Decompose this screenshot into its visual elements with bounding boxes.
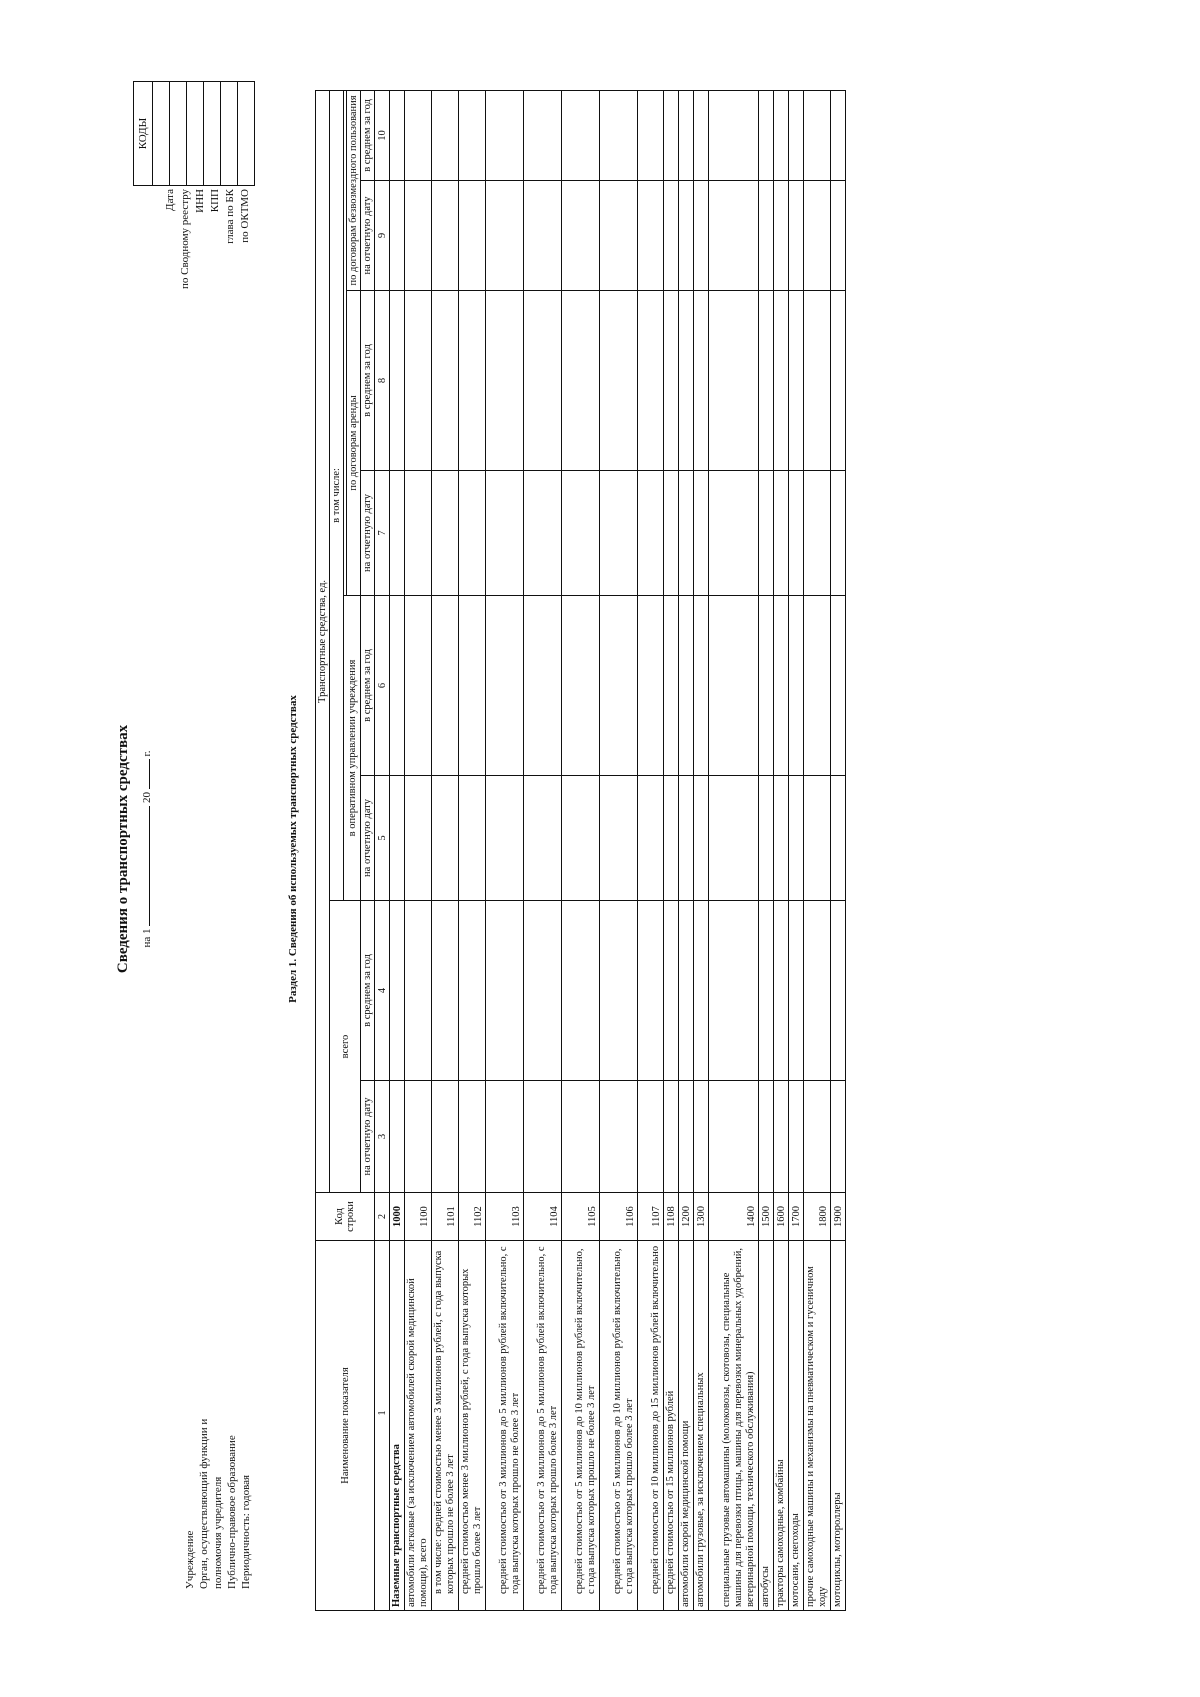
row-name: автобусы <box>759 1240 774 1610</box>
meta-registry-label: по Сводному реестру <box>179 188 191 289</box>
value-cell-col-4[interactable] <box>759 900 774 1080</box>
table-row <box>694 90 709 1610</box>
col-num: 8 <box>375 290 390 470</box>
value-cell-col-5[interactable] <box>459 775 486 900</box>
value-cell-col-5[interactable] <box>390 775 405 900</box>
value-cell-col-9[interactable] <box>759 180 774 290</box>
table-row <box>432 90 459 1610</box>
value-cell-col-6[interactable] <box>804 595 831 775</box>
value-cell-col-3[interactable] <box>390 1080 405 1192</box>
col-num: 10 <box>375 90 390 180</box>
value-cell-col-9[interactable] <box>524 180 562 290</box>
col-num: 1 <box>375 1240 390 1610</box>
row-code: 1500 <box>759 1192 774 1240</box>
value-cell-col-5[interactable] <box>562 775 600 900</box>
codes-header: КОДЫ <box>134 81 153 185</box>
value-cell-col-8[interactable] <box>390 290 405 470</box>
value-cell-col-8[interactable] <box>831 290 846 470</box>
value-cell-col-9[interactable] <box>774 180 789 290</box>
value-cell-col-7[interactable] <box>679 470 694 595</box>
value-cell-col-4[interactable] <box>600 900 638 1080</box>
value-cell-col-8[interactable] <box>432 290 459 470</box>
col-num: 5 <box>375 775 390 900</box>
row-name: мотоциклы, мотороллеры <box>831 1240 846 1610</box>
value-cell-col-7[interactable] <box>432 470 459 595</box>
table-row <box>562 90 600 1610</box>
meta-inn-label: ИНН <box>194 188 206 213</box>
value-cell-col-5[interactable] <box>709 775 759 900</box>
value-cell-col-4[interactable] <box>486 900 524 1080</box>
value-cell-col-10[interactable] <box>459 90 486 180</box>
value-cell-col-3[interactable] <box>774 1080 789 1192</box>
value-cell-col-10[interactable] <box>486 90 524 180</box>
value-cell-col-9[interactable] <box>432 180 459 290</box>
value-cell-col-10[interactable] <box>759 90 774 180</box>
col-num: 3 <box>375 1080 390 1192</box>
row-code: 1106 <box>600 1192 638 1240</box>
value-cell-col-3[interactable] <box>405 1080 432 1192</box>
value-cell-col-8[interactable] <box>459 290 486 470</box>
value-cell-col-7[interactable] <box>831 470 846 595</box>
row-name: тракторы самоходные, комбайны <box>774 1240 789 1610</box>
value-cell-col-3[interactable] <box>432 1080 459 1192</box>
row-name: мотосани, снегоходы <box>789 1240 804 1610</box>
value-cell-col-3[interactable] <box>600 1080 638 1192</box>
value-cell-col-3[interactable] <box>459 1080 486 1192</box>
value-cell-col-5[interactable] <box>789 775 804 900</box>
table-row <box>759 90 774 1610</box>
table-body <box>375 90 846 1610</box>
value-cell-col-5[interactable] <box>638 775 664 900</box>
table-row <box>679 90 694 1610</box>
value-cell-col-6[interactable] <box>459 595 486 775</box>
col-header-code: Код строки <box>316 1192 375 1240</box>
codes-box <box>133 81 255 186</box>
value-cell-col-9[interactable] <box>562 180 600 290</box>
value-cell-col-6[interactable] <box>774 595 789 775</box>
col-header-total-avg: в среднем за год <box>361 900 375 1080</box>
code-cell-bk[interactable] <box>221 81 238 185</box>
value-cell-col-7[interactable] <box>804 470 831 595</box>
value-cell-col-10[interactable] <box>664 90 679 180</box>
row-name: средней стоимостью от 15 миллионов рублей <box>664 1240 679 1610</box>
meta-periodicity: Периодичность: годовая <box>240 1474 252 1589</box>
value-cell-col-7[interactable] <box>524 470 562 595</box>
value-cell-col-10[interactable] <box>679 90 694 180</box>
value-cell-col-3[interactable] <box>709 1080 759 1192</box>
value-cell-col-10[interactable] <box>804 90 831 180</box>
code-cell-oktmo[interactable] <box>238 81 255 185</box>
value-cell-col-5[interactable] <box>831 775 846 900</box>
value-cell-col-7[interactable] <box>694 470 709 595</box>
table-row <box>789 90 804 1610</box>
value-cell-col-8[interactable] <box>486 290 524 470</box>
row-code: 1900 <box>831 1192 846 1240</box>
value-cell-col-10[interactable] <box>405 90 432 180</box>
row-name: средней стоимостью от 3 миллионов до 5 миллионов рублей включительно, с года выпуска которых прошло не более 3 лет <box>486 1240 524 1610</box>
row-name: специальные грузовые автомашины (молоковозы, скотовозы, специальные машины для перевозки птицы, машины для перевозки минеральных удобрений, ветеринарной помощи, технического обслуживания) <box>709 1240 759 1610</box>
col-num: 4 <box>375 900 390 1080</box>
table-row <box>709 90 759 1610</box>
value-cell-col-9[interactable] <box>694 180 709 290</box>
value-cell-col-3[interactable] <box>831 1080 846 1192</box>
value-cell-col-3[interactable] <box>759 1080 774 1192</box>
row-code: 1103 <box>486 1192 524 1240</box>
row-code: 1300 <box>694 1192 709 1240</box>
value-cell-col-10[interactable] <box>789 90 804 180</box>
row-name: средней стоимостью менее 3 миллионов рублей, с года выпуска которых прошло более 3 лет <box>459 1240 486 1610</box>
row-code: 1105 <box>562 1192 600 1240</box>
meta-right-labels <box>163 189 253 289</box>
meta-oktmo-label: по ОКТМО <box>239 188 251 243</box>
value-cell-col-5[interactable] <box>486 775 524 900</box>
value-cell-col-6[interactable] <box>638 595 664 775</box>
meta-date-label: Дата <box>164 188 176 211</box>
row-code: 1700 <box>789 1192 804 1240</box>
value-cell-col-8[interactable] <box>562 290 600 470</box>
row-name: автомобили скорой медицинской помощи <box>679 1240 694 1610</box>
document-title: Сведения о транспортных средствах <box>115 724 131 973</box>
value-cell-col-5[interactable] <box>804 775 831 900</box>
value-cell-col-7[interactable] <box>774 470 789 595</box>
value-cell-col-7[interactable] <box>459 470 486 595</box>
row-code: 1200 <box>679 1192 694 1240</box>
value-cell-col-8[interactable] <box>664 290 679 470</box>
transport-table <box>315 89 846 1610</box>
value-cell-col-9[interactable] <box>459 180 486 290</box>
value-cell-col-9[interactable] <box>831 180 846 290</box>
value-cell-col-9[interactable] <box>390 180 405 290</box>
value-cell-col-7[interactable] <box>664 470 679 595</box>
date-day-month-blank[interactable] <box>139 805 150 925</box>
value-cell-col-8[interactable] <box>709 290 759 470</box>
value-cell-col-8[interactable] <box>638 290 664 470</box>
value-cell-col-8[interactable] <box>524 290 562 470</box>
meta-kpp-label: КПП <box>209 188 221 212</box>
value-cell-col-5[interactable] <box>524 775 562 900</box>
code-cell-date[interactable] <box>153 81 170 185</box>
value-cell-col-10[interactable] <box>831 90 846 180</box>
value-cell-col-9[interactable] <box>789 180 804 290</box>
row-code: 1100 <box>405 1192 432 1240</box>
value-cell-col-6[interactable] <box>600 595 638 775</box>
date-prefix: на 1 <box>141 928 153 948</box>
meta-founder-1: Орган, осуществляющий функции и <box>198 1418 210 1589</box>
value-cell-col-3[interactable] <box>804 1080 831 1192</box>
value-cell-col-5[interactable] <box>405 775 432 900</box>
col-header-transport: Транспортные средства, ед. <box>316 90 330 1192</box>
value-cell-col-4[interactable] <box>459 900 486 1080</box>
value-cell-col-10[interactable] <box>432 90 459 180</box>
value-cell-col-4[interactable] <box>774 900 789 1080</box>
col-header-total: всего <box>330 900 361 1192</box>
table-row <box>804 90 831 1610</box>
col-num: 9 <box>375 180 390 290</box>
row-code: 1800 <box>804 1192 831 1240</box>
value-cell-col-9[interactable] <box>709 180 759 290</box>
value-cell-col-8[interactable] <box>405 290 432 470</box>
value-cell-col-5[interactable] <box>432 775 459 900</box>
value-cell-col-7[interactable] <box>405 470 432 595</box>
col-header-name: Наименование показателя <box>316 1240 375 1610</box>
table-row <box>390 90 405 1610</box>
table-row <box>459 90 486 1610</box>
value-cell-col-3[interactable] <box>694 1080 709 1192</box>
value-cell-col-7[interactable] <box>390 470 405 595</box>
value-cell-col-6[interactable] <box>709 595 759 775</box>
value-cell-col-7[interactable] <box>759 470 774 595</box>
row-name: средней стоимостью от 10 миллионов до 15 миллионов рублей включительно <box>638 1240 664 1610</box>
value-cell-col-3[interactable] <box>524 1080 562 1192</box>
value-cell-col-4[interactable] <box>432 900 459 1080</box>
col-header-lease: по договорам аренды <box>347 290 361 595</box>
value-cell-col-9[interactable] <box>804 180 831 290</box>
section-title: Раздел 1. Сведения об используемых транспортных средствах <box>287 694 299 1003</box>
value-cell-col-3[interactable] <box>638 1080 664 1192</box>
value-cell-col-7[interactable] <box>486 470 524 595</box>
value-cell-col-10[interactable] <box>390 90 405 180</box>
value-cell-col-6[interactable] <box>524 595 562 775</box>
value-cell-col-5[interactable] <box>759 775 774 900</box>
value-cell-col-8[interactable] <box>679 290 694 470</box>
row-name: средней стоимостью от 5 миллионов до 10 миллионов рублей включительно, с года выпуска которых прошло более 3 лет <box>600 1240 638 1610</box>
value-cell-col-4[interactable] <box>562 900 600 1080</box>
value-cell-col-8[interactable] <box>804 290 831 470</box>
value-cell-col-4[interactable] <box>638 900 664 1080</box>
value-cell-col-8[interactable] <box>694 290 709 470</box>
value-cell-col-6[interactable] <box>789 595 804 775</box>
date-line <box>139 39 153 1659</box>
row-name: прочие самоходные машины и механизмы на пневматическом и гусеничном ходу <box>804 1240 831 1610</box>
value-cell-col-9[interactable] <box>600 180 638 290</box>
date-year-prefix: 20 <box>141 791 153 803</box>
value-cell-col-5[interactable] <box>600 775 638 900</box>
table-row <box>831 90 846 1610</box>
col-num: 6 <box>375 595 390 775</box>
value-cell-col-8[interactable] <box>789 290 804 470</box>
value-cell-col-7[interactable] <box>600 470 638 595</box>
code-cell-kpp[interactable] <box>204 81 221 185</box>
value-cell-col-6[interactable] <box>759 595 774 775</box>
value-cell-col-10[interactable] <box>562 90 600 180</box>
value-cell-col-5[interactable] <box>679 775 694 900</box>
value-cell-col-4[interactable] <box>694 900 709 1080</box>
value-cell-col-6[interactable] <box>664 595 679 775</box>
col-header-free-use: по договорам безвозмездного пользования <box>347 90 361 290</box>
row-code: 1108 <box>664 1192 679 1240</box>
col-header-operative: в оперативном управлении учреждения <box>344 595 361 900</box>
form-page <box>25 39 1175 1659</box>
value-cell-col-10[interactable] <box>524 90 562 180</box>
value-cell-col-6[interactable] <box>694 595 709 775</box>
value-cell-col-9[interactable] <box>486 180 524 290</box>
row-name: автомобили грузовые, за исключением специальных <box>694 1240 709 1610</box>
col-header-lease-avg: в среднем за год <box>361 290 375 470</box>
meta-institution: Учреждение <box>184 1530 196 1589</box>
col-num: 2 <box>375 1192 390 1240</box>
meta-public-entity: Публично-правовое образование <box>226 1434 238 1589</box>
value-cell-col-9[interactable] <box>679 180 694 290</box>
row-code: 1107 <box>638 1192 664 1240</box>
value-cell-col-4[interactable] <box>390 900 405 1080</box>
value-cell-col-4[interactable] <box>524 900 562 1080</box>
value-cell-col-8[interactable] <box>600 290 638 470</box>
code-cell-registry[interactable] <box>170 81 187 185</box>
table-row <box>638 90 664 1610</box>
value-cell-col-10[interactable] <box>694 90 709 180</box>
row-code: 1600 <box>774 1192 789 1240</box>
col-header-lease-date: на отчетную дату <box>361 470 375 595</box>
row-code: 1000 <box>390 1192 405 1240</box>
value-cell-col-3[interactable] <box>679 1080 694 1192</box>
value-cell-col-3[interactable] <box>562 1080 600 1192</box>
table-row <box>405 90 432 1610</box>
code-cell-inn[interactable] <box>187 81 204 185</box>
value-cell-col-4[interactable] <box>405 900 432 1080</box>
table-row <box>664 90 679 1610</box>
value-cell-col-8[interactable] <box>774 290 789 470</box>
meta-bk-label: глава по БК <box>224 188 236 244</box>
value-cell-col-4[interactable] <box>789 900 804 1080</box>
value-cell-col-7[interactable] <box>709 470 759 595</box>
date-suffix: г. <box>141 749 153 756</box>
value-cell-col-7[interactable] <box>562 470 600 595</box>
value-cell-col-9[interactable] <box>638 180 664 290</box>
value-cell-col-5[interactable] <box>774 775 789 900</box>
col-header-free-date: на отчетную дату <box>361 180 375 290</box>
col-header-free-avg: в среднем за год <box>361 90 375 180</box>
col-header-including: в том числе: <box>330 90 344 900</box>
value-cell-col-9[interactable] <box>664 180 679 290</box>
row-name: в том числе: средней стоимостью менее 3 миллионов рублей, с года выпуска которых прошло не более 3 лет <box>432 1240 459 1610</box>
value-cell-col-4[interactable] <box>831 900 846 1080</box>
value-cell-col-10[interactable] <box>638 90 664 180</box>
table-row <box>600 90 638 1610</box>
value-cell-col-6[interactable] <box>486 595 524 775</box>
value-cell-col-10[interactable] <box>600 90 638 180</box>
meta-founder-2: полномочия учредителя <box>212 1476 224 1589</box>
row-code: 1102 <box>459 1192 486 1240</box>
value-cell-col-6[interactable] <box>432 595 459 775</box>
table-row <box>524 90 562 1610</box>
row-name: средней стоимостью от 3 миллионов до 5 миллионов рублей включительно, с года выпуска которых прошло более 3 лет <box>524 1240 562 1610</box>
col-header-op-avg: в среднем за год <box>361 595 375 775</box>
value-cell-col-4[interactable] <box>664 900 679 1080</box>
value-cell-col-3[interactable] <box>664 1080 679 1192</box>
value-cell-col-6[interactable] <box>405 595 432 775</box>
value-cell-col-4[interactable] <box>804 900 831 1080</box>
value-cell-col-4[interactable] <box>709 900 759 1080</box>
row-name: средней стоимостью от 5 миллионов до 10 миллионов рублей включительно, с года выпуска которых прошло не более 3 лет <box>562 1240 600 1610</box>
col-num: 7 <box>375 470 390 595</box>
table-row <box>486 90 524 1610</box>
value-cell-col-5[interactable] <box>694 775 709 900</box>
row-code: 1104 <box>524 1192 562 1240</box>
value-cell-col-5[interactable] <box>664 775 679 900</box>
value-cell-col-10[interactable] <box>774 90 789 180</box>
col-header-total-date: на отчетную дату <box>361 1080 375 1192</box>
column-number-row <box>375 90 390 1610</box>
value-cell-col-6[interactable] <box>831 595 846 775</box>
value-cell-col-6[interactable] <box>679 595 694 775</box>
row-name: автомобили легковые (за исключением автомобилей скорой медицинской помощи), всего <box>405 1240 432 1610</box>
value-cell-col-6[interactable] <box>390 595 405 775</box>
row-code: 1400 <box>709 1192 759 1240</box>
value-cell-col-3[interactable] <box>789 1080 804 1192</box>
date-year-blank[interactable] <box>139 759 150 789</box>
row-name: Наземные транспортные средства <box>390 1240 405 1610</box>
value-cell-col-8[interactable] <box>759 290 774 470</box>
col-header-op-date: на отчетную дату <box>361 775 375 900</box>
value-cell-col-6[interactable] <box>562 595 600 775</box>
row-code: 1101 <box>432 1192 459 1240</box>
meta-left-labels <box>183 1418 253 1588</box>
table-row <box>774 90 789 1610</box>
value-cell-col-4[interactable] <box>679 900 694 1080</box>
value-cell-col-10[interactable] <box>709 90 759 180</box>
value-cell-col-9[interactable] <box>405 180 432 290</box>
value-cell-col-7[interactable] <box>789 470 804 595</box>
value-cell-col-3[interactable] <box>486 1080 524 1192</box>
value-cell-col-7[interactable] <box>638 470 664 595</box>
